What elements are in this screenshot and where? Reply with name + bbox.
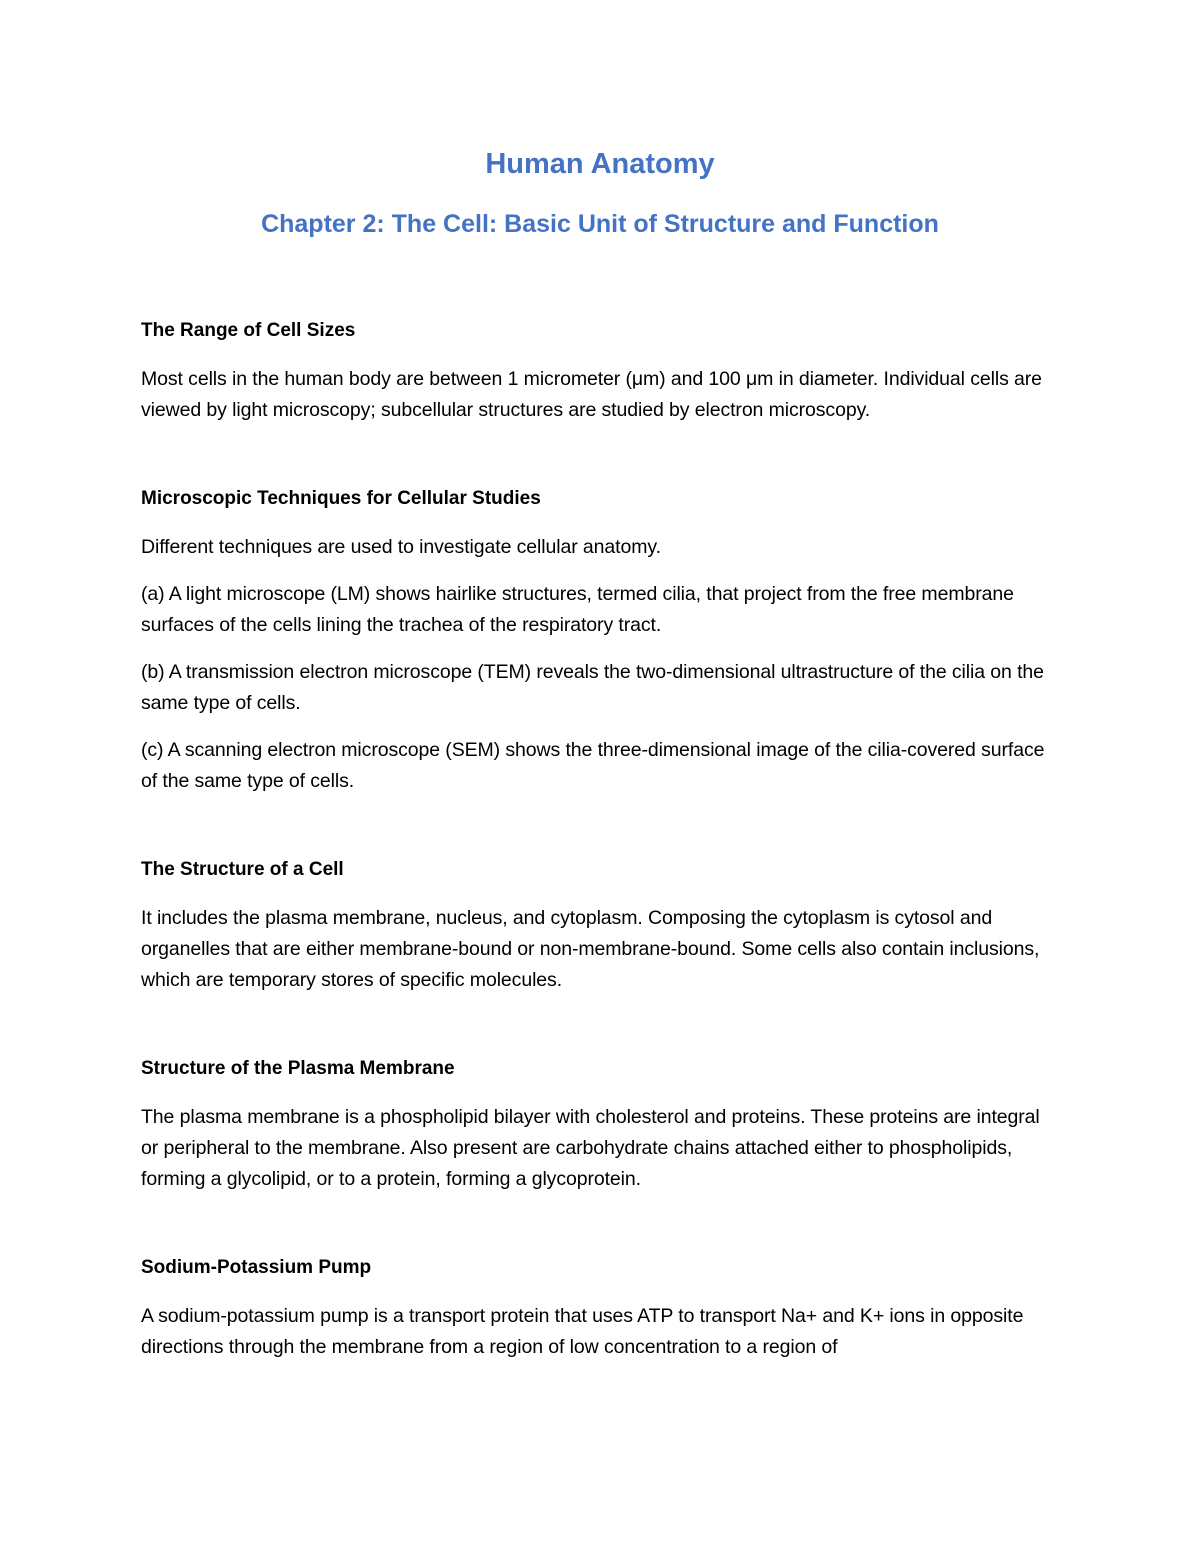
paragraph: Different techniques are used to investigate cellular anatomy. [141,536,661,558]
section-plasma-membrane [141,1056,1061,1195]
paragraph: A sodium-potassium pump is a transport protein that uses ATP to transport Na+ and K+ ions in opposite directions through the membrane from a region of low concentration to a region of [141,1305,1024,1358]
document-title: Human Anatomy [485,148,715,180]
paragraph: (b) A transmission electron microscope (TEM) reveals the two-dimensional ultrastructure of the cilia on the same type of cells. [141,661,1044,714]
paragraph: (a) A light microscope (LM) shows hairlike structures, termed cilia, that project from the free membrane surfaces of the cells lining the trachea of the respiratory tract. [141,583,1014,636]
section-heading: Structure of the Plasma Membrane [141,1058,455,1079]
section-heading: The Range of Cell Sizes [141,320,356,341]
paragraph: It includes the plasma membrane, nucleus, and cytoplasm. Composing the cytoplasm is cytosol and organelles that are either membrane-bound or non-membrane-bound. Some cells also contain inclusions, which are temporary stores of specific molecules. [141,907,1040,991]
section-cell-structure [141,857,1061,996]
document-body [141,318,1061,1363]
section-heading: The Structure of a Cell [141,859,344,880]
paragraph: (c) A scanning electron microscope (SEM) shows the three-dimensional image of the cilia-covered surface of the same type of cells. [141,739,1045,792]
section-heading: Microscopic Techniques for Cellular Studies [141,488,541,509]
section-microscopic-techniques [141,486,1061,797]
section-sodium-potassium-pump [141,1255,1061,1363]
paragraph: The plasma membrane is a phospholipid bilayer with cholesterol and proteins. These proteins are integral or peripheral to the membrane. Also present are carbohydrate chains attached either to phospholipids, forming a glycolipid, or to a protein, forming a glycoprotein. [141,1106,1040,1190]
chapter-title: Chapter 2: The Cell: Basic Unit of Structure and Function [261,210,939,238]
section-cell-sizes [141,318,1061,426]
paragraph: Most cells in the human body are between 1 micrometer (μm) and 100 μm in diameter. Individual cells are viewed by light microscopy; subcellular structures are studied by electron microscopy. [141,368,1042,421]
section-heading: Sodium-Potassium Pump [141,1257,372,1278]
